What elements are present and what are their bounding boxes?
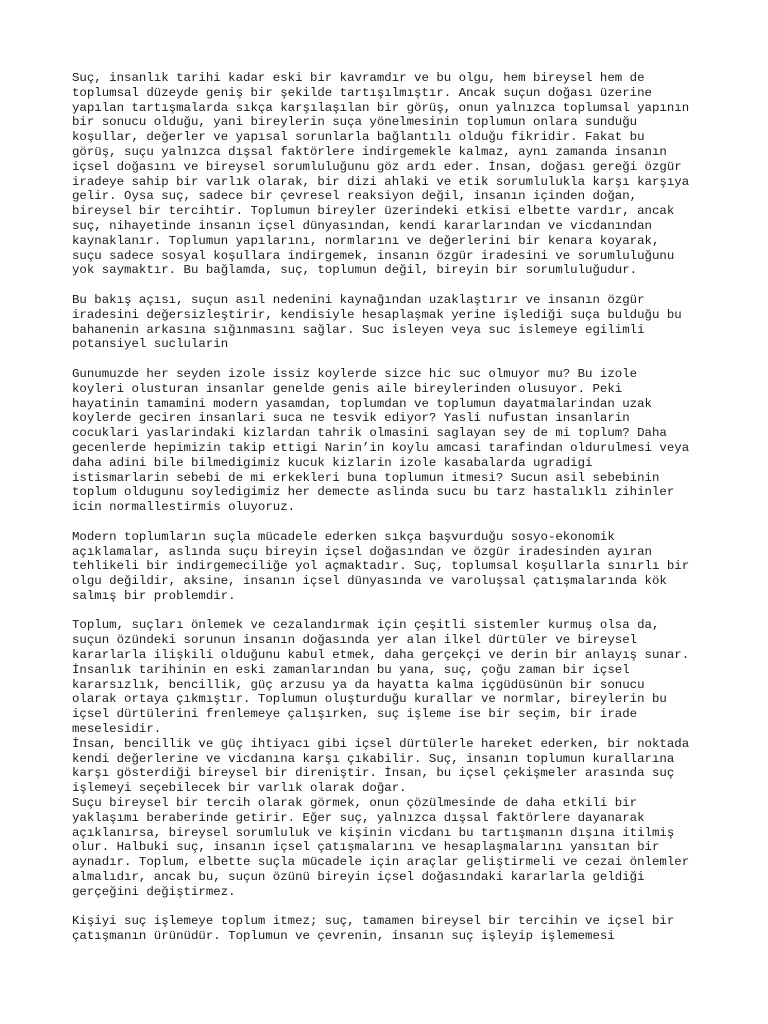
text-line: aynadır. Toplum, elbette suçla mücadele için araçlar geliştirmeli ve cezai önlemler [72, 855, 690, 870]
text-line: bir sonucu olduğu, yani bireylerin suça yönelmesinin toplumun onlara sunduğu [72, 115, 638, 130]
text-line: Gunumuzde her seyden izole issiz koylerde sizce hic suc olmuyor mu? Bu izole [72, 366, 638, 381]
text-line: kararsızlık, bencillik, güç arzusu ya da hayatta kalma içgüdüsünün bir sonucu [72, 677, 645, 692]
text-line: cocuklari yaslarindaki kizlardan tahrik olmasini saglayan sey de mi toplum? Daha [72, 426, 667, 441]
text-line: Suçu bireysel bir tercih olarak görmek, onun çözülmesinde de daha etkili bir [72, 796, 638, 811]
text-line: gecenlerde hepimizin takip ettigi Narin’in koylu amcasi tarafindan oldurulmesi veya [72, 440, 690, 455]
text-line: iradeye sahip bir varlık olarak, bir dizi ahlaki ve etik sorumlulukla karşı karşıya [72, 174, 690, 189]
text-line: yapılan tartışmalarda sıkça karşılaşılan bir görüş, onun yalnızca toplumsal yapının [72, 100, 690, 115]
text-line: bireysel bir tercihtir. Toplumun bireyler üzerindeki etkisi elbette vardır, ancak [72, 204, 675, 219]
text-line: içsel doğasını ve bireysel sorumluluğunu göz ardı eder. İnsan, doğası gereği özgür [72, 159, 682, 174]
text-line: olur. Halbuki suç, insanın içsel çatışmalarını ve hesaplaşmalarını yansıtan bir [72, 840, 660, 855]
text-line: yok saymaktır. Bu bağlamda, suç, toplumun değil, bireyin bir sorumluluğudur. [72, 263, 638, 278]
paragraph-2 [72, 293, 702, 352]
paragraph-6 [72, 914, 702, 944]
document-page [72, 71, 702, 959]
text-line: içsel dürtülerini frenlemeye çalışırken, suç işleme ise bir seçim, bir irade [72, 707, 638, 722]
text-line: açıklamalar, aslında suçu bireyin içsel doğasından ve özgür iradesinden ayıran [72, 544, 652, 559]
text-line: Toplum, suçları önlemek ve cezalandırmak için çeşitli sistemler kurmuş olsa da, [72, 618, 660, 633]
text-line: suç, nihayetinde insanın içsel dünyasından, kendi kararlarından ve vicdanından [72, 218, 652, 233]
text-line: koylerde geciren insanlari suca ne tesvik ediyor? Yasli nufustan insanlarin [72, 411, 630, 426]
text-line: kararlarla ilişkili olduğunu kabul etmek, daha gerçekçi ve derin bir anlayış sunar. [72, 648, 690, 663]
text-line: koşullar, değerler ve yapısal sorunlarla bağlantılı olduğu fikridir. Fakat bu [72, 130, 645, 145]
text-line: yaklaşımı beraberinde getirir. Eğer suç, yalnızca dışsal faktörlere dayanarak [72, 810, 645, 825]
text-line: Kişiyi suç işlemeye toplum itmez; suç, tamamen bireysel bir tercihin ve içsel bir [72, 914, 675, 929]
text-line: icin normallestirmis oluyoruz. [72, 500, 296, 515]
text-line: gelir. Oysa suç, sadece bir çevresel reaksiyon değil, insanın içinden doğan, [72, 189, 638, 204]
text-line: gerçeğini değiştirmez. [72, 884, 236, 899]
text-line: almalıdır, ancak bu, suçun özünü bireyin içsel doğasındaki kararlarla geldiği [72, 870, 645, 885]
text-line: meselesidir. [72, 722, 162, 737]
text-line: daha adini bile bilmedigimiz kucuk kizlarin izole kasabalarda ugradigi [72, 455, 593, 470]
text-line: Modern toplumların suçla mücadele ederken sıkça başvurduğu sosyo-ekonomik [72, 529, 615, 544]
text-line: kendi değerlerine ve vicdanına karşı çıkabilir. Suç, insanın toplumun kurallarına [72, 751, 675, 766]
text-line: suçun özündeki sorunun insanın doğasında yer alan ilkel dürtüler ve bireysel [72, 633, 638, 648]
text-line: işlemeyi seçebilecek bir varlık olarak doğar. [72, 781, 407, 796]
text-line: Suç, insanlık tarihi kadar eski bir kavramdır ve bu olgu, hem bireysel hem de [72, 71, 645, 85]
text-line: salmış bir problemdir. [72, 588, 236, 603]
text-line: karşı gösterdiği bireysel bir direniştir. İnsan, bu içsel çekişmeler arasında suç [72, 766, 675, 781]
text-line: hayatinin tamamini modern yasamdan, toplumdan ve toplumun dayatmalarindan uzak [72, 396, 652, 411]
text-line: çatışmanın ürünüdür. Toplumun ve çevrenin, insanın suç işleyip işlememesi [72, 929, 615, 944]
paragraph-4 [72, 530, 702, 604]
text-line: görüş, suçu yalnızca dışsal faktörlere indirgemekle kalmaz, aynı zamanda insanın [72, 144, 667, 159]
paragraph-3 [72, 367, 702, 515]
text-line: potansiyel suclularin [72, 337, 229, 352]
paragraph-1 [72, 71, 702, 278]
text-line: İnsan, bencillik ve güç ihtiyacı gibi içsel dürtülerle hareket ederken, bir noktada [72, 736, 690, 751]
text-line: olarak ortaya çıkmıştır. Toplumun oluşturduğu kurallar ve normlar, bireylerin bu [72, 692, 667, 707]
text-line: bahanenin arkasına sığınmasını sağlar. Suc isleyen veya suc islemeye egilimli [72, 322, 645, 337]
text-line: iradesini değersizleştirir, kendisiyle hesaplaşmak yerine işlediği suça bulduğu bu [72, 307, 682, 322]
text-line: toplum oldugunu soyledigimiz her demecte aslinda sucu bu tarz hastalıklı zihinler [72, 485, 675, 500]
text-line: koyleri olusturan insanlar genelde genis aile bireylerinden olusuyor. Peki [72, 381, 623, 396]
text-line: İnsanlık tarihinin en eski zamanlarından bu yana, suç, çoğu zaman bir içsel [72, 662, 630, 677]
text-line: açıklanırsa, bireysel sorumluluk ve kişinin vicdanı bu tartışmanın dışına itilmiş [72, 825, 675, 840]
text-line: suçu sadece sosyal koşullara indirgemek, insanın özgür iradesini ve sorumluluğunu [72, 248, 675, 263]
paragraph-5 [72, 618, 702, 899]
text-line: istismarlarin sebebi de mi erkekleri buna toplumun itmesi? Sucun asil sebebinin [72, 470, 660, 485]
text-line: olgu değildir, aksine, insanın içsel dünyasında ve varoluşsal çatışmalarında kök [72, 574, 667, 589]
text-line: tehlikeli bir indirgemeciliğe yol açmaktadır. Suç, toplumsal koşullarla sınırlı bir [72, 559, 690, 574]
text-line: toplumsal düzeyde geniş bir şekilde tartışılmıştır. Ancak suçun doğası üzerine [72, 85, 652, 100]
text-line: kaynaklanır. Toplumun yapılarını, normlarını ve değerlerini bir kenara koyarak, [72, 233, 660, 248]
text-line: Bu bakış açısı, suçun asıl nedenini kaynağından uzaklaştırır ve insanın özgür [72, 292, 645, 307]
